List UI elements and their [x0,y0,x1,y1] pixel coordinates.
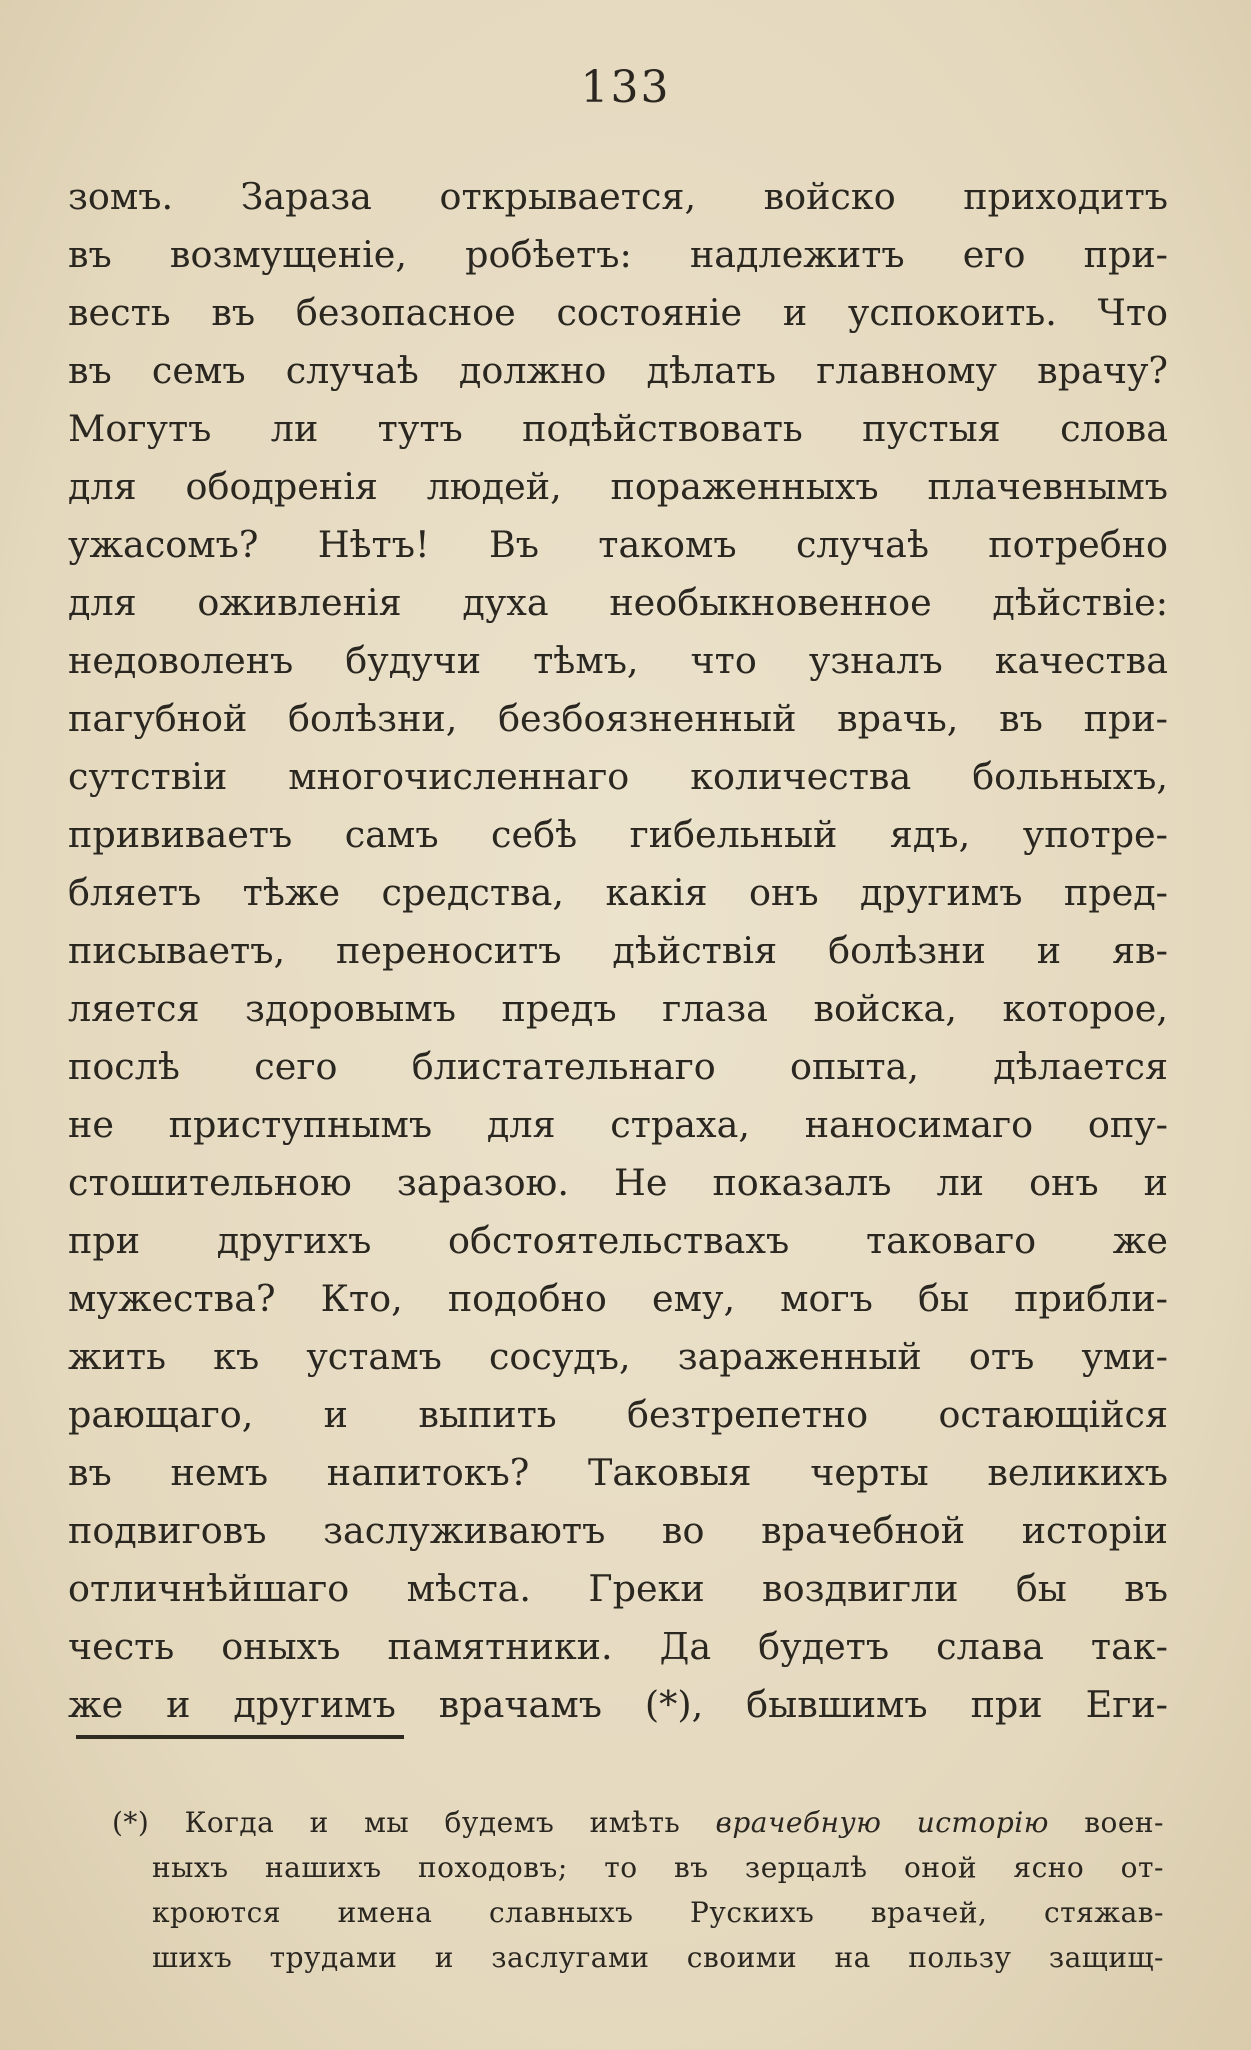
text-line: въ семъ случаѣ должно дѣлать главному врачу? [68,349,1168,392]
text-line: въ возмущеніе, робѣетъ: надлежитъ его при- [68,233,1168,276]
text-line: для ободренія людей, пораженныхъ плачевнымъ [68,465,1168,508]
footnote-line: кроются имена славныхъ Рускихъ врачей, стяжав- [152,1896,1164,1929]
footnote [112,1800,1164,1980]
text-line: послѣ сего блистательнаго опыта, дѣлается [68,1045,1168,1088]
text-line: рающаго, и выпить безтрепетно остающійся [68,1393,1168,1436]
footnote-divider [76,1735,404,1739]
text-line: въ немъ напитокъ? Таковыя черты великихъ [68,1451,1168,1494]
text-line: прививаетъ самъ себѣ гибельный ядъ, употре- [68,813,1168,856]
text-line: ляется здоровымъ предъ глаза войска, которое, [68,987,1168,1030]
text-line: же и другимъ врачамъ (*), бывшимъ при Еги- [68,1683,1168,1726]
text-line: отличнѣйшаго мѣста. Греки воздвигли бы въ [68,1567,1168,1610]
text-line: ужасомъ? Нѣтъ! Въ такомъ случаѣ потребно [68,523,1168,566]
body-text [68,168,1168,1734]
text-line: жить къ устамъ сосудъ, зараженный отъ уми- [68,1335,1168,1378]
text-line: писываетъ, переноситъ дѣйствія болѣзни и яв- [68,929,1168,972]
footnote-line: ныхъ нашихъ походовъ; то въ зерцалѣ оной ясно от- [152,1851,1164,1884]
text-line: при другихъ обстоятельствахъ таковаго же [68,1219,1168,1262]
footnote-text: (*) Когда и мы будемъ имѣть [112,1806,716,1839]
text-line: сутствіи многочисленнаго количества больныхъ, [68,755,1168,798]
text-line: подвиговъ заслуживаютъ во врачебной исторіи [68,1509,1168,1552]
footnote-italic-text: врачебную исторію [715,1806,1049,1839]
text-line: честь оныхъ памятники. Да будетъ слава так- [68,1625,1168,1668]
text-line: весть въ безопасное состояніе и успокоить. Что [68,291,1168,334]
footnote-text: воен- [1048,1806,1165,1839]
text-line: недоволенъ будучи тѣмъ, что узналъ качества [68,639,1168,682]
text-line: зомъ. Зараза открывается, войско приходитъ [68,175,1168,218]
text-line: не приступнымъ для страха, наносимаго опу- [68,1103,1168,1146]
page-number: 133 [580,62,671,113]
text-line: для оживленія духа необыкновенное дѣйствіе: [68,581,1168,624]
text-line: пагубной болѣзни, безбоязненный врачь, въ при- [68,697,1168,740]
footnote-line: шихъ трудами и заслугами своими на пользу защищ- [152,1941,1164,1974]
text-line: бляетъ тѣже средства, какія онъ другимъ пред- [68,871,1168,914]
text-line: мужества? Кто, подобно ему, могъ бы прибли- [68,1277,1168,1320]
footnote-line [112,1800,1164,1845]
text-line: Могутъ ли тутъ подѣйствовать пустыя слова [68,407,1168,450]
text-line: стошительною заразою. Не показалъ ли онъ и [68,1161,1168,1204]
